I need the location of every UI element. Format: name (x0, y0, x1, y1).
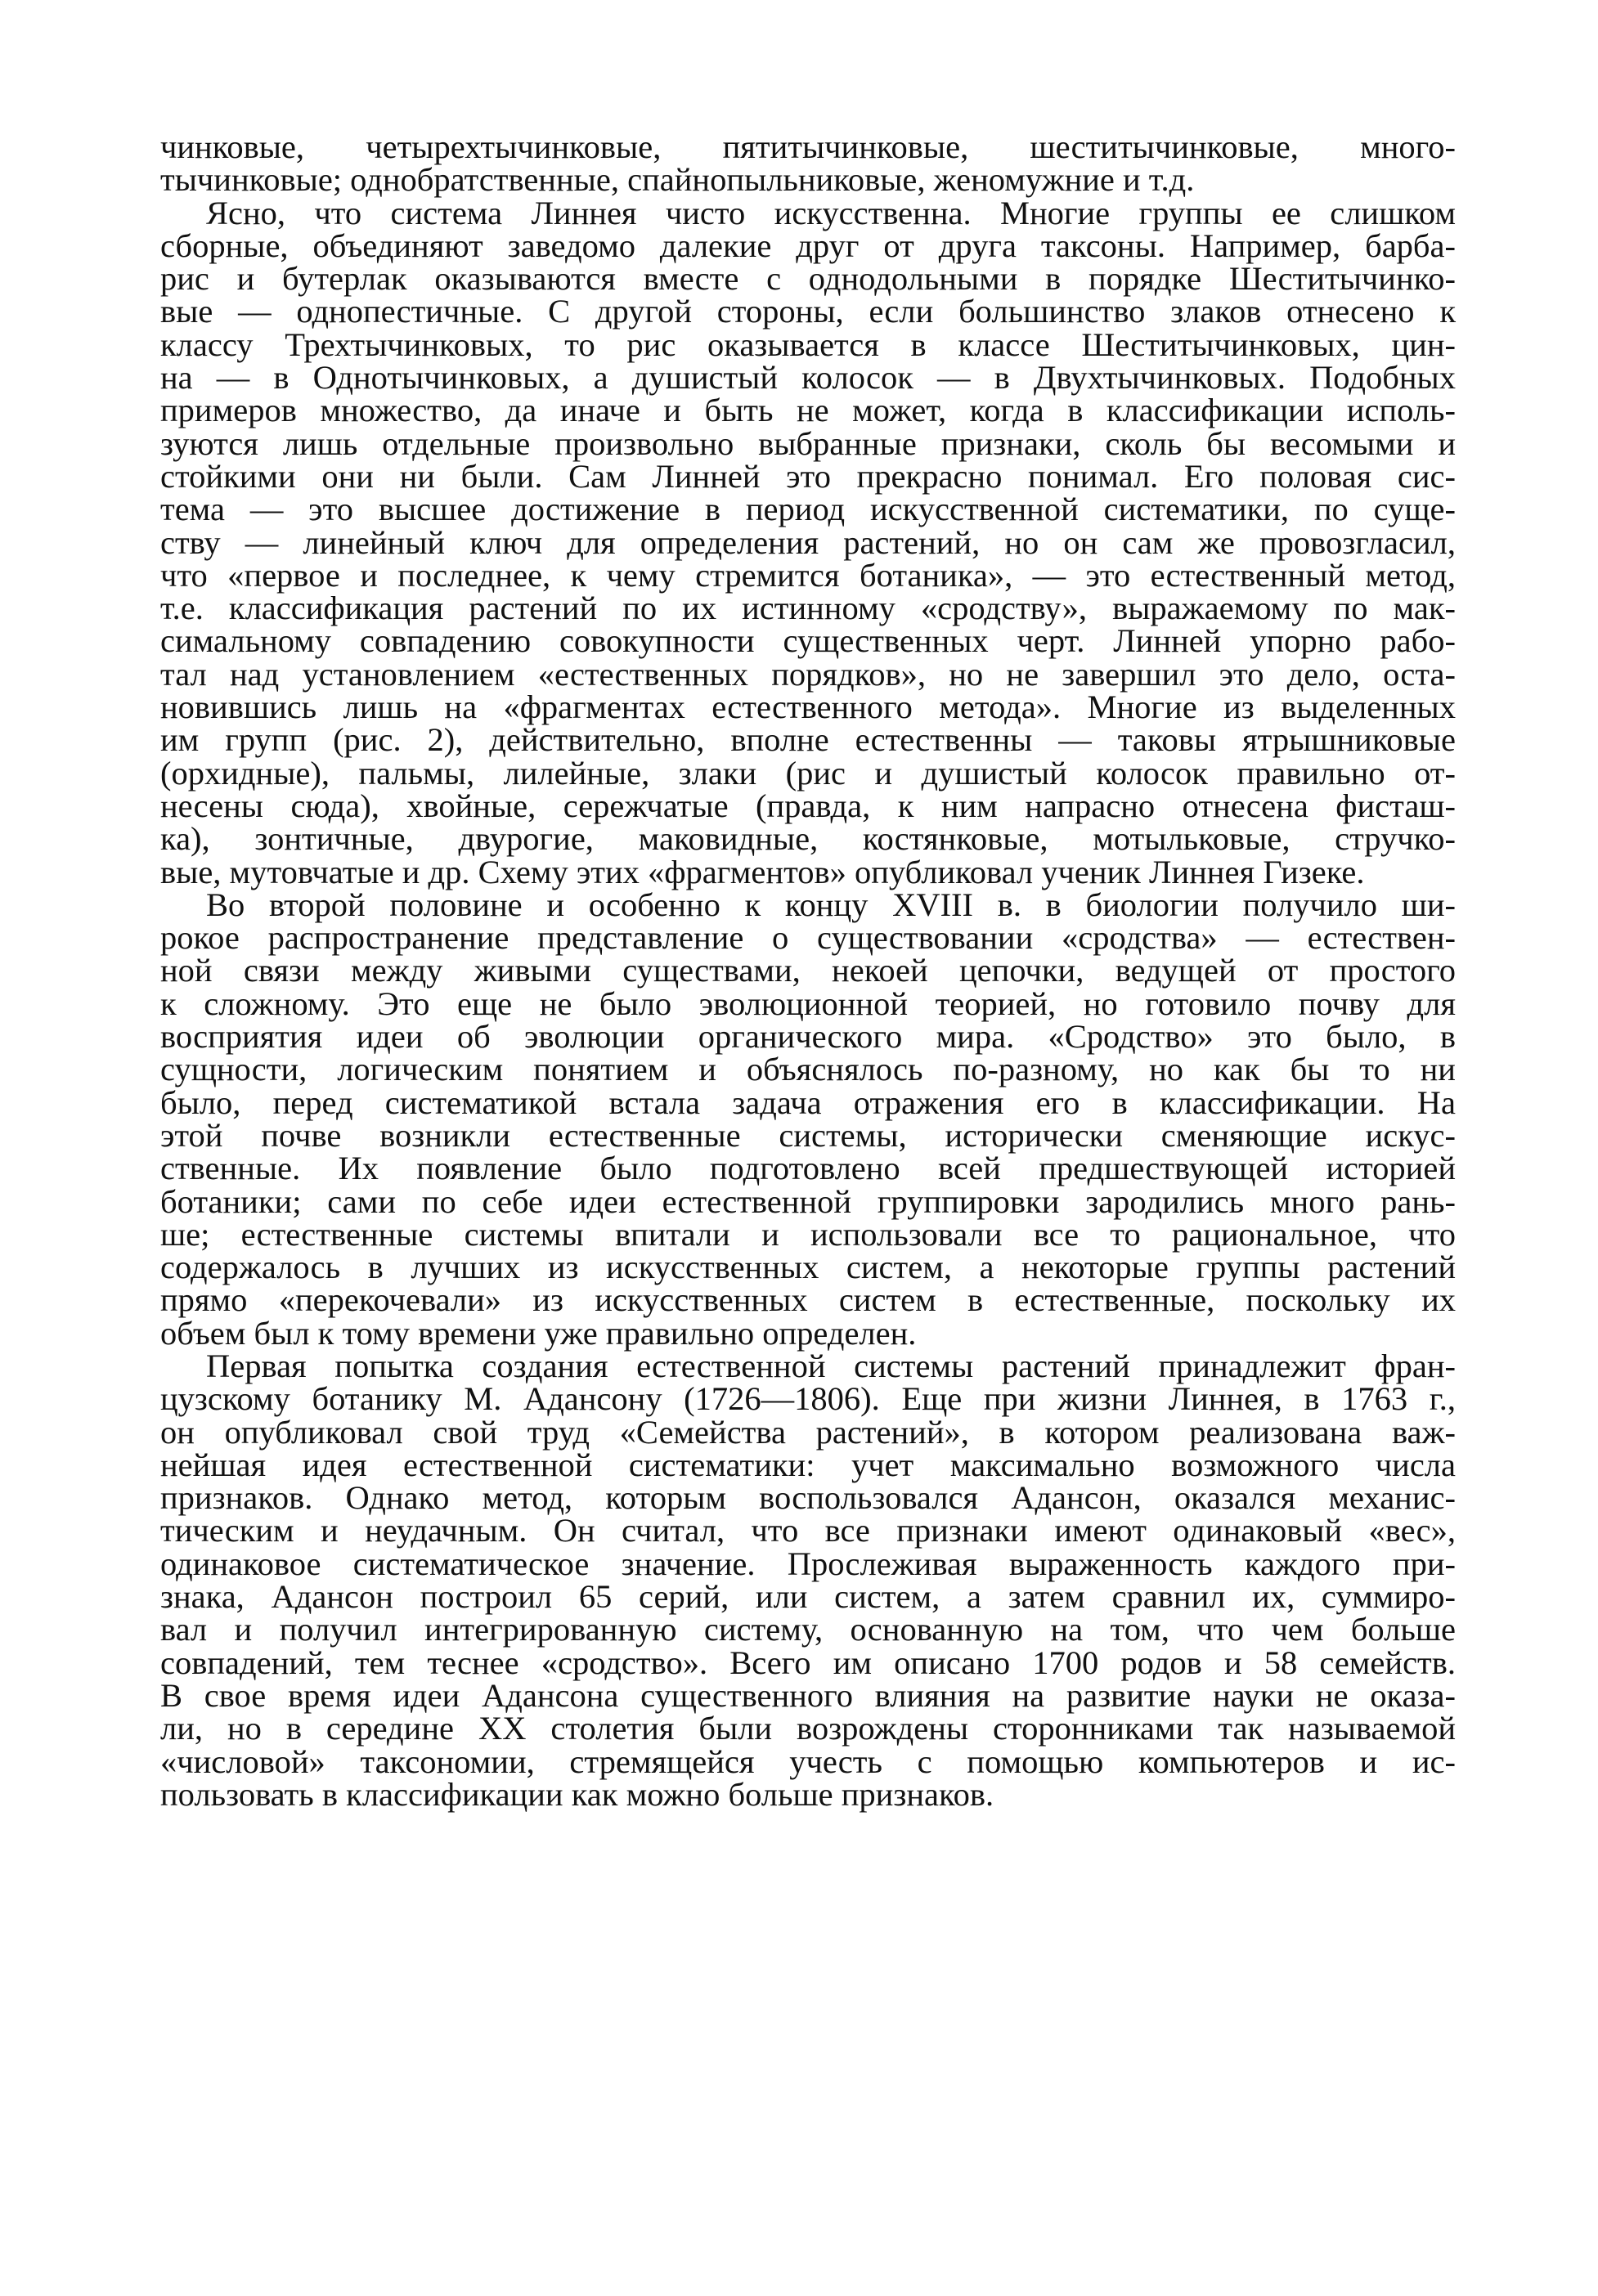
text-line: цузскому ботанику М. Адансону (1726—1806). Еще при жизни Линнея, в 1763 г., (160, 1380, 1456, 1418)
text-line: В свое время идеи Адансона существенного влияния на развитие науки не оказа- (160, 1676, 1456, 1714)
text-line: он опубликовал свой труд «Семейства растений», в котором реализована важ- (160, 1413, 1456, 1451)
text-line: тема — это высшее достижение в период искусственной систематики, по суще- (160, 491, 1456, 528)
text-line: зуются лишь отдельные произвольно выбранные признаки, сколь бы весомыми и (160, 424, 1456, 462)
text-line: несены сюда), хвойные, сережчатые (правда, к ним напрасно отнесена фисташ- (160, 787, 1456, 824)
text-line: сборные, объединяют заведомо далекие друг от друга таксоны. Например, барба- (160, 226, 1456, 264)
text-line: стойкими они ни были. Сам Линней это прекрасно понимал. Его половая сис- (160, 457, 1456, 495)
text-line: ной связи между живыми существами, некоей цепочки, ведущей от простого (160, 952, 1456, 989)
text-line: новившись лишь на «фрагментах естественного метода». Многие из выделенных (160, 688, 1456, 726)
text-line: что «первое и последнее, к чему стремится ботаника», — это естественный метод, (160, 556, 1456, 594)
text-line: ботаники; сами по себе идеи естественной группировки зародились много рань- (160, 1182, 1456, 1220)
text-line: (орхидные), пальмы, лилейные, злаки (рис и душистый колосок правильно от- (160, 754, 1456, 791)
text-line: пользовать в классификации как можно больше признаков. (160, 1775, 994, 1813)
text-line: классу Трехтычинковых, то рис оказывается в классе Шеститычинковых, цин- (160, 325, 1456, 363)
text-line: нейшая идея естественной систематики: учет максимально возможного числа (160, 1446, 1456, 1483)
text-line: ственные. Их появление было подготовлено всей предшествующей историей (160, 1150, 1456, 1187)
text-line: ше; естественные системы впитали и использовали все то рациональное, что (160, 1215, 1456, 1253)
text-line: прямо «перекочевали» из искусственных систем в естественные, поскольку их (160, 1281, 1456, 1319)
paragraph-3 (160, 886, 1456, 1352)
paragraph-1 (160, 128, 1456, 199)
text-line: на — в Однотычинковых, а душистый колосок — в Двухтычинковых. Подобных (160, 359, 1456, 397)
text-line: Во второй половине и особенно к концу XVIII в. в биологии получило ши- (206, 886, 1456, 923)
text-line: «числовой» таксономии, стремящейся учесть с помощью компьютеров и ис- (160, 1742, 1456, 1780)
text-line: одинаковое систематическое значение. Прослеживая выраженность каждого при- (160, 1545, 1456, 1582)
text-line: примеров множество, да иначе и быть не может, когда в классификации исполь- (160, 392, 1456, 429)
text-line: восприятия идеи об эволюции органического мира. «Сродство» это было, в (160, 1018, 1456, 1056)
text-line: признаков. Однако метод, которым воспользовался Адансон, оказался механис- (160, 1479, 1456, 1517)
text-line: симальному совпадению совокупности существенных черт. Линней упорно рабо- (160, 622, 1456, 660)
book-page (160, 128, 1456, 1813)
text-line: вал и получил интегрированную систему, основанную на том, что чем больше (160, 1611, 1456, 1648)
text-line: тычинковые; однобратственные, спайнопыльниковые, женомужние и т.д. (160, 161, 1195, 199)
text-line: знака, Адансон построил 65 серий, или систем, а затем сравнил их, суммиро- (160, 1578, 1456, 1616)
text-line: вые, мутовчатые и др. Схему этих «фрагментов» опубликовал ученик Линнея Гизеке. (160, 853, 1365, 890)
text-line: Первая попытка создания естественной системы растений принадлежит фран- (206, 1347, 1456, 1384)
text-line: сущности, логическим понятием и объяснялось по-разному, но как бы то ни (160, 1051, 1456, 1088)
text-line: было, перед систематикой встала задача отражения его в классификации. На (160, 1083, 1456, 1121)
paragraph-4 (160, 1347, 1456, 1813)
text-line: им групп (рис. 2), действительно, вполне естественны — таковы ятрышниковые (160, 721, 1456, 759)
text-line: к сложному. Это еще не было эволюционной теорией, но готовило почву для (160, 984, 1456, 1022)
text-line: ству — линейный ключ для определения растений, но он сам же провозгласил, (160, 523, 1456, 561)
text-line: чинковые, четырехтычинковые, пятитычинковые, шеститычинковые, много- (160, 128, 1456, 165)
text-line: совпадений, тем теснее «сродство». Всего им описано 1700 родов и 58 семейств. (160, 1644, 1456, 1681)
text-line: объем был к тому времени уже правильно определен. (160, 1314, 917, 1352)
text-line: рис и бутерлак оказываются вместе с однодольными в порядке Шеститычинко- (160, 260, 1456, 298)
text-line: т.е. классификация растений по их истинному «сродству», выражаемому по мак- (160, 590, 1456, 627)
text-line: этой почве возникли естественные системы, исторически сменяющие искус- (160, 1116, 1456, 1154)
text-line: тическим и неудачным. Он считал, что все признаки имеют одинаковый «вес», (160, 1512, 1456, 1549)
text-line: вые — однопестичные. С другой стороны, если большинство злаков отнесено к (160, 293, 1456, 330)
text-line: Ясно, что система Линнея чисто искусственна. Многие группы ее слишком (206, 194, 1456, 231)
paragraph-2 (160, 194, 1456, 890)
text-line: тал над установлением «естественных порядков», но не завершил это дело, оста- (160, 655, 1456, 693)
text-line: ка), зонтичные, двурогие, маковидные, костянковые, мотыльковые, стручко- (160, 820, 1456, 858)
text-line: рокое распространение представление о существовании «сродства» — естествен- (160, 919, 1456, 957)
text-line: ли, но в середине XX столетия были возрождены сторонниками так называемой (160, 1710, 1456, 1747)
text-line: содержалось в лучших из искусственных систем, а некоторые группы растений (160, 1249, 1456, 1286)
